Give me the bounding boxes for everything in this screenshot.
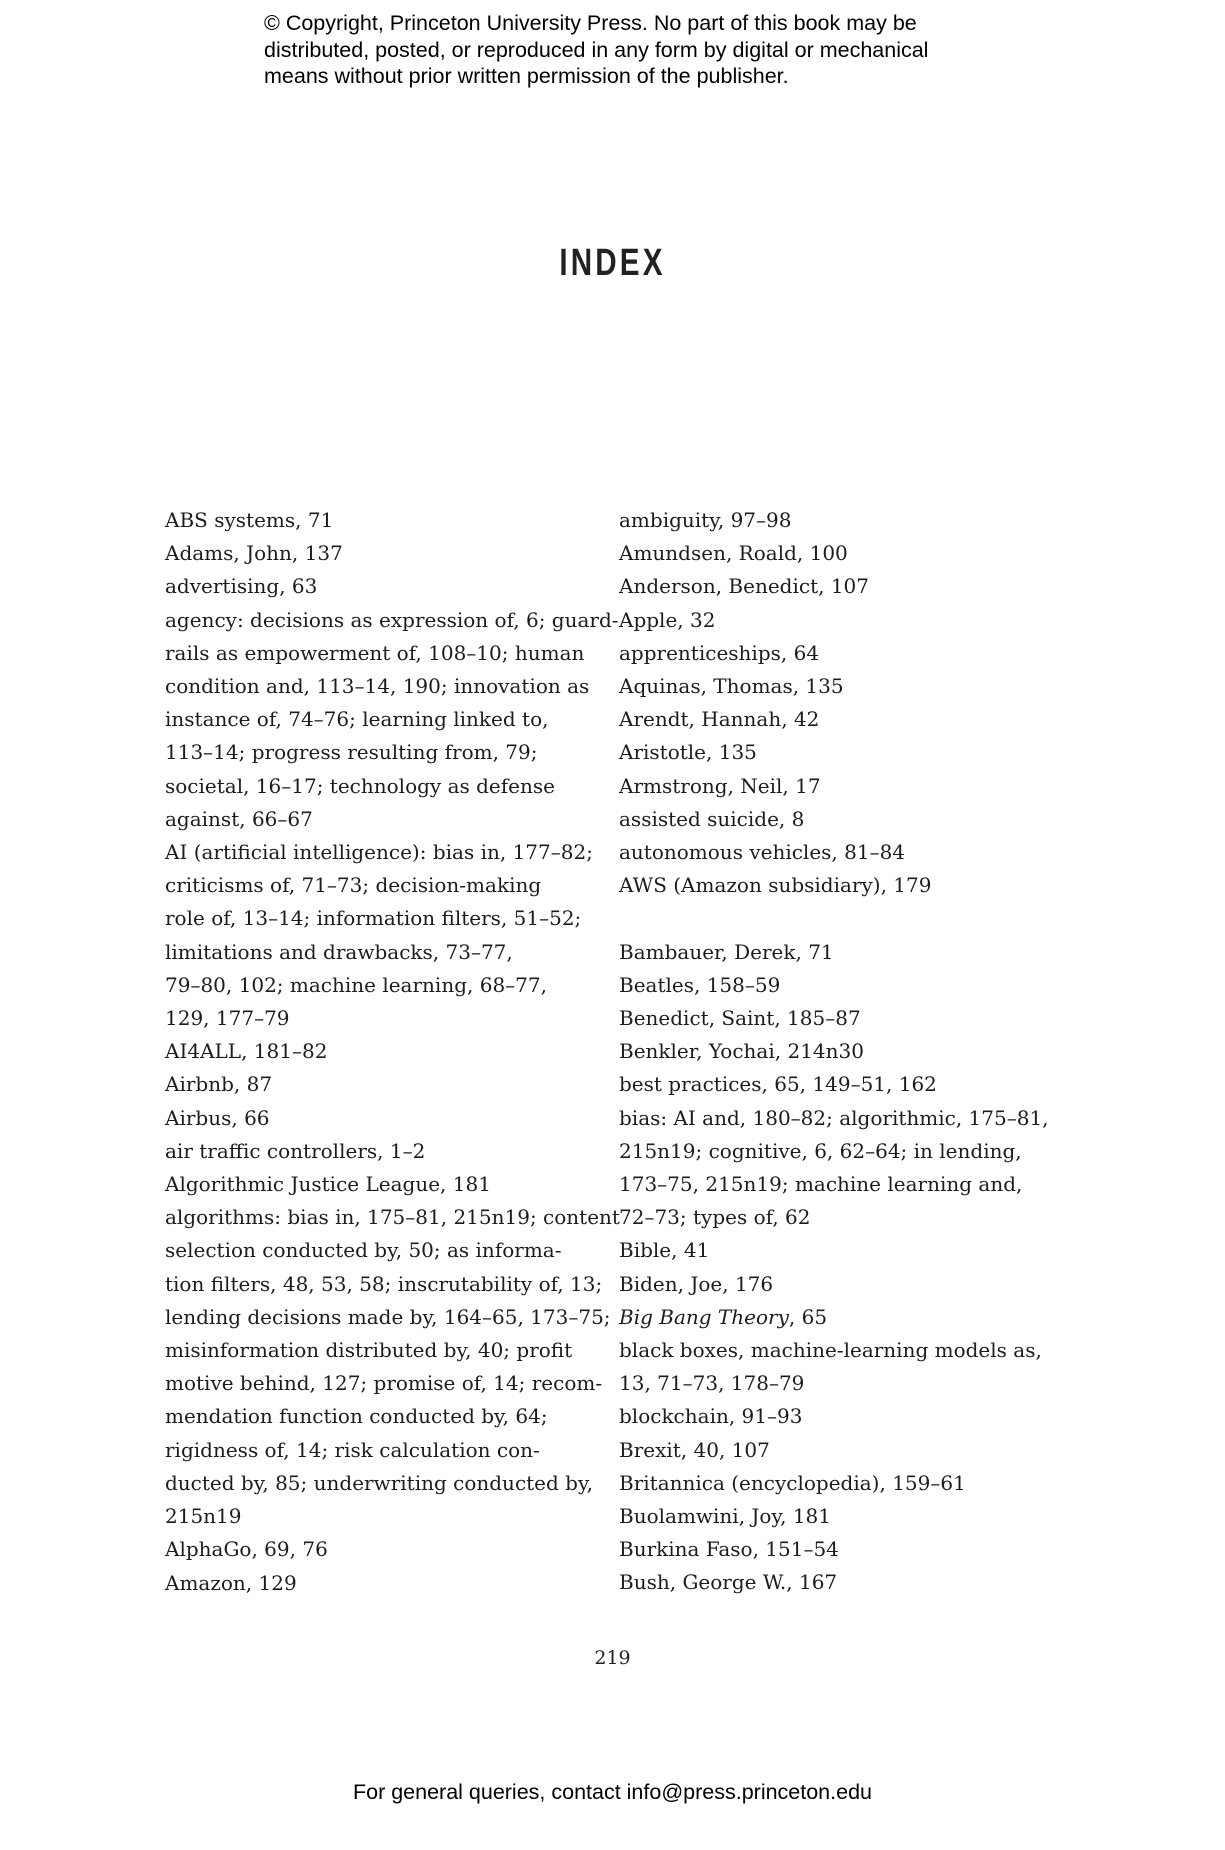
entry-continuation-line: rails as empowerment of, 108–10; human <box>165 640 585 665</box>
entry-headword-line: Apple, 32 <box>619 607 716 632</box>
page-number: 219 <box>594 1647 631 1669</box>
entry-continuation-line: lending decisions made by, 164–65, 173–75; <box>165 1304 611 1329</box>
entry-continuation-line: motive behind, 127; promise of, 14; recom- <box>165 1371 603 1396</box>
entry-headword-line: AI (artificial intelligence): bias in, 177–82; <box>165 840 593 865</box>
entry-headword-line: Amundsen, Roald, 100 <box>619 541 848 566</box>
entry-headword-line: best practices, 65, 149–51, 162 <box>619 1072 937 1097</box>
index-entry <box>619 670 1059 703</box>
index-entry <box>165 1102 585 1135</box>
entry-headword-line: autonomous vehicles, 81–84 <box>619 840 906 865</box>
entry-headword-line: Algorithmic Justice League, 181 <box>165 1172 491 1197</box>
entry-headword-line: Aquinas, Thomas, 135 <box>619 674 844 699</box>
index-entry <box>619 1002 1059 1035</box>
index-entry <box>619 1035 1059 1068</box>
entry-headword-line: Anderson, Benedict, 107 <box>619 574 869 599</box>
index-entry <box>619 637 1059 670</box>
index-entry <box>619 537 1059 570</box>
entry-headword-line: Britannica (encyclopedia), 159–61 <box>619 1470 966 1495</box>
index-entry <box>165 1135 585 1168</box>
index-entry <box>619 504 1059 537</box>
entry-continuation-line: 13, 71–73, 178–79 <box>619 1371 805 1396</box>
copyright-line: © Copyright, Princeton University Press. No part of this book may be <box>264 11 917 35</box>
index-entry <box>619 570 1059 603</box>
index-entry <box>165 836 593 1035</box>
index-entry <box>619 1434 1059 1467</box>
entry-continuation-line: 72–73; types of, 62 <box>619 1205 811 1230</box>
index-entry <box>165 1168 585 1201</box>
entry-headword-line: ABS systems, 71 <box>165 508 334 532</box>
index-entry <box>165 504 585 537</box>
index-entry <box>619 770 1059 803</box>
entry-continuation-line: 215n19; cognitive, 6, 62–64; in lending, <box>619 1138 1022 1163</box>
index-entry <box>619 869 1059 902</box>
entry-headword-line: agency: decisions as expression of, 6; guard- <box>165 607 619 632</box>
index-entry <box>619 836 1059 869</box>
copyright-line: distributed, posted, or reproduced in any form by digital or mechanical <box>264 37 929 62</box>
entry-continuation-line: tion filters, 48, 53, 58; inscrutability of, 13; <box>165 1271 603 1296</box>
index-entry <box>619 1566 1059 1599</box>
entry-headword-line: air traffic controllers, 1–2 <box>165 1138 426 1163</box>
entry-continuation-line: 215n19 <box>165 1504 242 1529</box>
entry-continuation-line: condition and, 113–14, 190; innovation as <box>165 674 590 699</box>
entry-continuation-line: societal, 16–17; technology as defense <box>165 773 555 798</box>
entry-headword-line: Benkler, Yochai, 214n30 <box>619 1039 864 1064</box>
entry-continuation-line: ducted by, 85; underwriting conducted by, <box>165 1470 593 1495</box>
index-entry <box>619 1068 1059 1101</box>
entry-headword-line: blockchain, 91–93 <box>619 1404 803 1429</box>
index-entry <box>619 969 1059 1002</box>
index-group-c <box>619 1334 1059 1600</box>
index-entry <box>619 1234 1059 1267</box>
index-entry <box>165 537 585 570</box>
index-entry <box>619 936 1059 969</box>
entry-headword-line: advertising, 63 <box>165 574 318 599</box>
entry-headword-line: AI4ALL, 181–82 <box>165 1039 328 1064</box>
entry-continuation-line: 173–75, 215n19; machine learning and, <box>619 1172 1023 1197</box>
index-entry <box>619 1268 1059 1301</box>
entry-headword-line: Aristotle, 135 <box>619 740 757 765</box>
entry-continuation-line: 113–14; progress resulting from, 79; <box>165 740 538 765</box>
index-heading: INDEX <box>559 242 666 284</box>
entry-continuation-line: against, 66–67 <box>165 806 313 831</box>
entry-headword-line: ambiguity, 97–98 <box>619 508 792 532</box>
index-entry <box>165 604 619 836</box>
entry-headword-line: black boxes, machine-learning models as, <box>619 1338 1042 1363</box>
index-column-left <box>165 504 620 1600</box>
entry-continuation-line: misinformation distributed by, 40; profit <box>165 1338 573 1363</box>
entry-headword-line: Arendt, Hannah, 42 <box>619 707 820 732</box>
index-entry <box>619 703 1059 736</box>
entry-headword-line: Bambauer, Derek, 71 <box>619 939 834 964</box>
entry-headword-line: AWS (Amazon subsidiary), 179 <box>619 873 932 898</box>
entry-headword-line: algorithms: bias in, 175–81, 215n19; content <box>165 1205 620 1230</box>
index-entry <box>619 803 1059 836</box>
entry-headword-line: Bible, 41 <box>619 1238 710 1263</box>
index-entry <box>165 1201 620 1533</box>
entry-headword-line: Buolamwini, Joy, 181 <box>619 1504 832 1529</box>
index-entry <box>619 1102 1059 1235</box>
index-entry <box>165 570 585 603</box>
index-entry <box>619 604 1059 637</box>
entry-headword-line: Benedict, Saint, 185–87 <box>619 1006 861 1031</box>
index-entry <box>619 1500 1059 1533</box>
index-entry <box>619 1533 1059 1566</box>
entry-title-italic: Big Bang Theory <box>619 1304 789 1329</box>
entry-pages: , 65 <box>788 1304 828 1329</box>
index-entry <box>165 1567 585 1600</box>
entry-headword-line: Adams, John, 137 <box>165 541 343 566</box>
entry-continuation-line: role of, 13–14; information filters, 51–52; <box>165 906 582 931</box>
copyright-notice <box>264 10 1024 90</box>
entry-headword-line: Amazon, 129 <box>165 1570 297 1595</box>
entry-headword-line: bias: AI and, 180–82; algorithmic, 175–81, <box>619 1105 1049 1130</box>
entry-headword-line: Brexit, 40, 107 <box>619 1437 770 1462</box>
entry-continuation-line: 79–80, 102; machine learning, 68–77, <box>165 972 547 997</box>
entry-headword-line: Bush, George W., 167 <box>619 1570 838 1595</box>
contact-footer: For general queries, contact info@press.princeton.edu <box>352 1780 872 1804</box>
entry-continuation-line: rigidness of, 14; risk calculation con- <box>165 1437 540 1462</box>
index-entry <box>619 1301 1059 1334</box>
index-group-a <box>619 504 1059 902</box>
entry-continuation-line: selection conducted by, 50; as informa- <box>165 1238 562 1263</box>
entry-continuation-line: limitations and drawbacks, 73–77, <box>165 939 513 964</box>
index-entry <box>619 1400 1059 1433</box>
index-entry <box>165 1035 585 1068</box>
entry-continuation-line: 129, 177–79 <box>165 1006 290 1031</box>
entry-headword-line: Airbus, 66 <box>165 1105 270 1130</box>
index-group-b <box>619 936 1059 1301</box>
entry-headword-line: Beatles, 158–59 <box>619 972 781 997</box>
entry-headword-line: Biden, Joe, 176 <box>619 1271 774 1296</box>
entry-headword-line: Burkina Faso, 151–54 <box>619 1537 839 1562</box>
index-column-right <box>619 504 1059 1600</box>
entry-headword-line: AlphaGo, 69, 76 <box>165 1537 328 1562</box>
entry-headword-line: Armstrong, Neil, 17 <box>619 773 821 798</box>
copyright-line: means without prior written permission of the publisher. <box>264 64 789 88</box>
letter-group-gap <box>619 902 1059 935</box>
index-entry <box>619 1334 1059 1400</box>
index-entry <box>619 736 1059 769</box>
entry-headword-line: Airbnb, 87 <box>165 1072 273 1097</box>
entry-continuation-line: mendation function conducted by, 64; <box>165 1404 548 1429</box>
entry-headword-line: apprenticeships, 64 <box>619 640 820 665</box>
index-entry <box>165 1533 585 1566</box>
index-entry <box>165 1068 585 1101</box>
entry-headword-line: assisted suicide, 8 <box>619 806 805 831</box>
entry-continuation-line: criticisms of, 71–73; decision-making <box>165 873 542 898</box>
entry-continuation-line: instance of, 74–76; learning linked to, <box>165 707 549 732</box>
index-entry <box>619 1467 1059 1500</box>
